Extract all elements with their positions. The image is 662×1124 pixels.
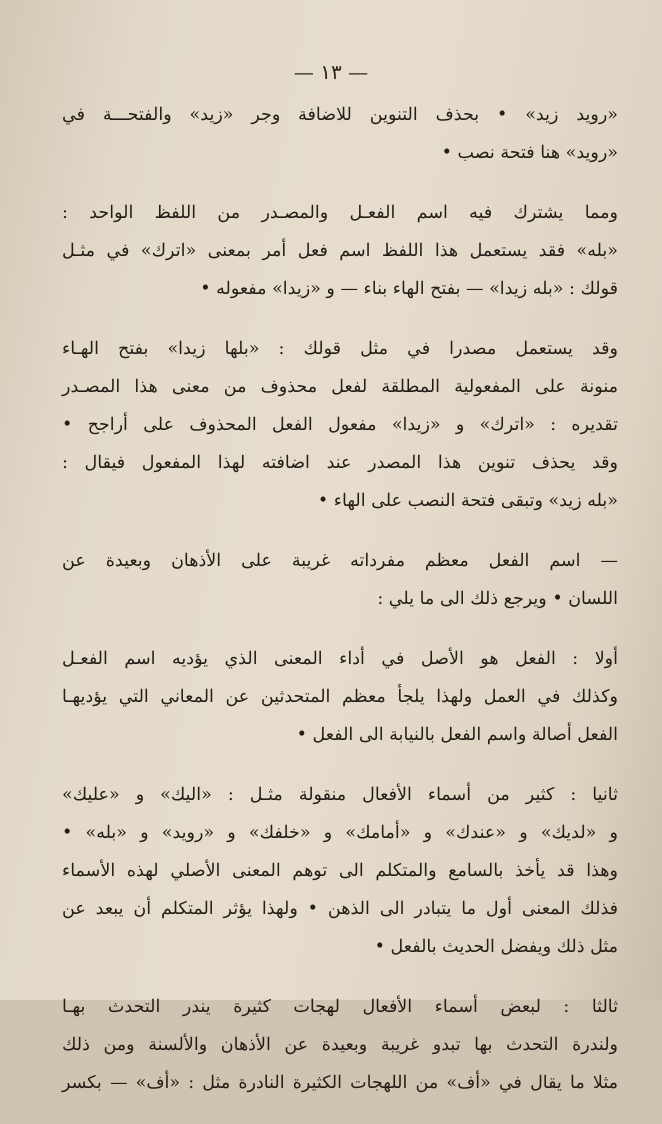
text-line: ومما يشترك فيه اسم الفعـل والمصـدر من اللفظ الواحد :: [62, 203, 618, 223]
text-line: «بله» فقد يستعمل هذا اللفظ اسم فعل أمر بمعنى «اترك» في مثـل: [62, 241, 618, 261]
page-number: — ١٣ —: [293, 60, 369, 84]
paragraph-second-reason: [62, 776, 618, 966]
text-line: قولك : «بله زيدا» — بفتح الهاء بناء — و «زيدا» مفعوله •: [200, 279, 618, 299]
text-line: فذلك المعنى أول ما يتبادر الى الذهن • ولهذا يؤثر المتكلم أن يبعد عن: [62, 899, 618, 919]
text-line: «رويد زيد» • بحذف التنوين للاضافة وجر «زيد» والفتحـــة في: [62, 105, 618, 125]
paragraph-balh-masdar: [62, 330, 618, 520]
text-line: ثانيا : كثير من أسماء الأفعال منقولة مثـل : «اليك» و «عليك»: [62, 785, 618, 805]
paragraph-balh: [62, 194, 618, 308]
paragraph-first-reason: [62, 640, 618, 754]
text-line: أولا : الفعل هو الأصل في أداء المعنى الذي يؤديه اسم الفعـل: [62, 649, 618, 669]
text-line: مثلا ما يقال في «أف» من اللهجات الكثيرة النادرة مثل : «أف» — بكسر: [62, 1073, 618, 1093]
text-line: و «لديك» و «عندك» و «أمامك» و «خلفك» و «رويد» و «بله» •: [62, 823, 618, 843]
text-line: ثالثا : لبعض أسماء الأفعال لهجات كثيرة يندر التحدث بهـا: [62, 997, 618, 1017]
paragraph-ruwayd: [62, 96, 618, 172]
body-text: [62, 96, 618, 1124]
paragraph-strangeness: [62, 542, 618, 618]
text-line: وهذا قد يأخذ بالسامع والمتكلم الى توهم المعنى الأصلي لهذه الأسماء: [62, 861, 618, 881]
text-line: وقد يحذف تنوين هذا المصدر عند اضافته لهذا المفعول فيقال :: [62, 453, 618, 473]
text-line: الفعل أصالة واسم الفعل بالنيابة الى الفعل •: [296, 725, 618, 745]
text-line: ولندرة التحدث بها تبدو غريبة وبعيدة عن الأذهان والألسنة ومن ذلك: [62, 1035, 618, 1055]
text-line: وكذلك في العمل ولهذا يلجأ معظم المتحدثين عن المعاني التي يؤديهـا: [62, 687, 618, 707]
text-line: مثل ذلك ويفضل الحديث بالفعل •: [374, 937, 618, 957]
paragraph-third-reason: [62, 988, 618, 1102]
text-line: «رويد» هنا فتحة نصب •: [441, 143, 618, 163]
text-line: منونة على المفعولية المطلقة لفعل محذوف من معنى هذا المصـدر: [62, 377, 618, 397]
text-line: وقد يستعمل مصدرا في مثل قولك : «بلها زيدا» بفتح الهـاء: [62, 339, 618, 359]
text-line: تقديره : «اترك» و «زيدا» مفعول الفعل المحذوف على أراجح •: [62, 415, 618, 435]
text-line: — اسم الفعل معظم مفرداته غريبة على الأذهان وبعيدة عن: [62, 551, 618, 571]
text-line: «بله زيد» وتبقى فتحة النصب على الهاء •: [317, 491, 618, 511]
text-line: اللسان • ويرجع ذلك الى ما يلي :: [377, 589, 618, 609]
